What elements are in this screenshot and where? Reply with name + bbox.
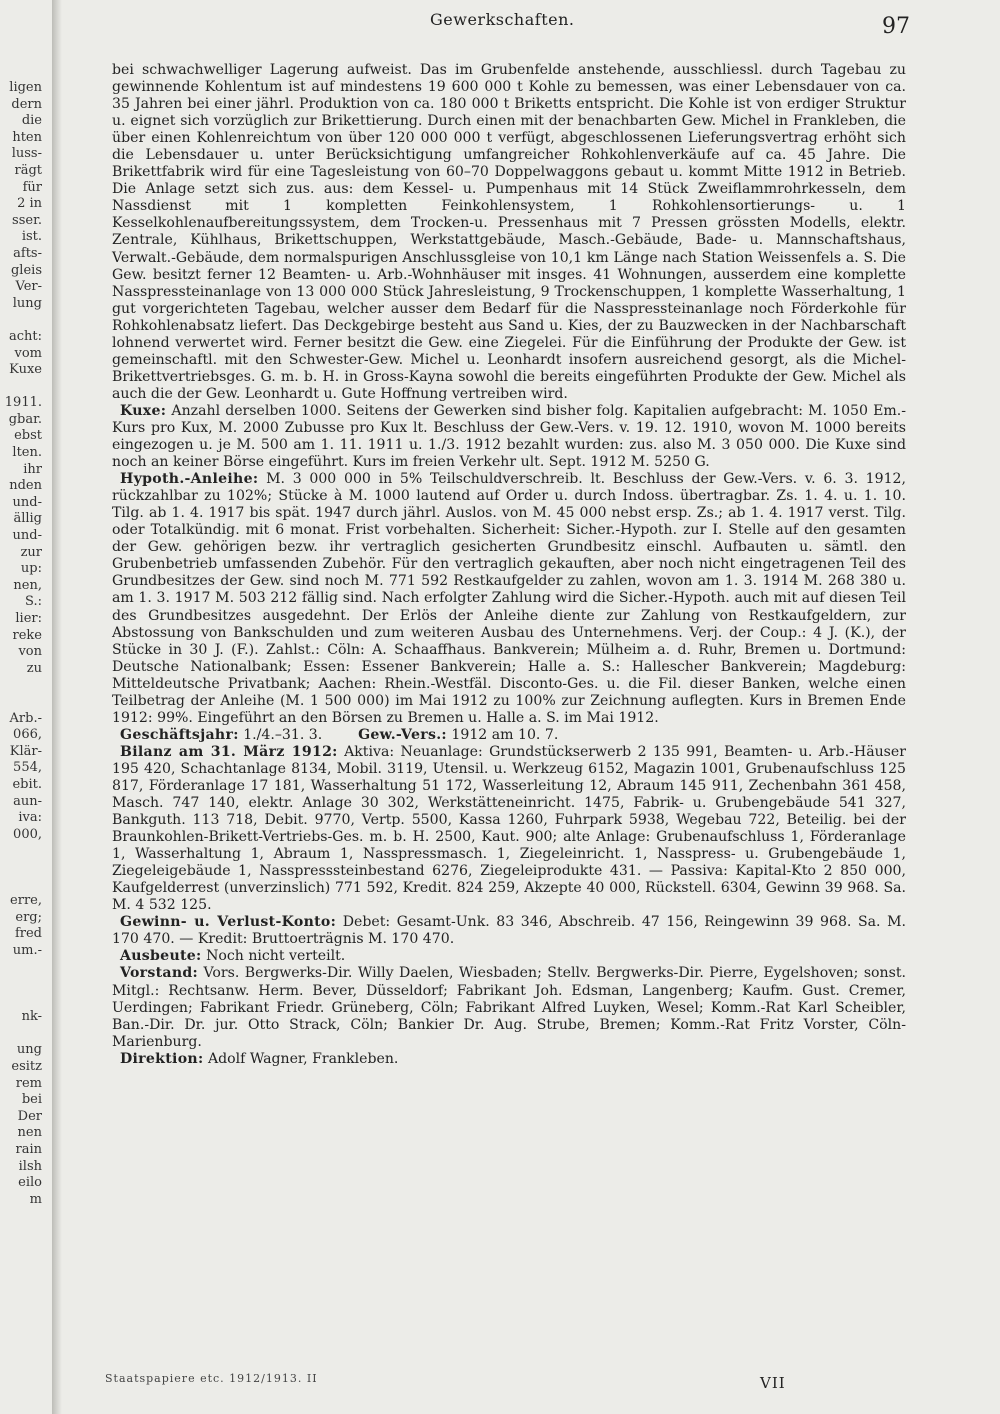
previous-page-fragment: 554,	[13, 760, 42, 776]
heading-vorstand: Vorstand:	[120, 965, 199, 982]
paragraph-hypothek: Hypoth.-Anleihe: M. 3 000 000 in 5% Teilschuldverschreib. lt. Beschluss der Gew.-Vers. v. 6. 3. 1912, rückzahlbar zu 102%; Stücke à M. 1000 lautend auf Order u. durch Indoss. übertragbar. Zs. 1. 4. u. 1. 10. Tilg. ab 1. 4. 1917 bis spät. 1947 durch jährl. Auslos. von M. 45 000 nebst ersp. Zs.; ab 1. 4. 1917 verst. Tilg. oder Totalkündig. mit 6 monat. Frist vorbehalten. Sicherheit: Sicher.-Hypoth. zur I. Stelle auf den gesamten der Gew. gehörigen bezw. ihr vertraglich gesicherten Grundbesitz einschl. Aufbauten u. sämtl. den Grubenbetrieb umfassenden Zubehör. Für den vertraglich gekauften, aber noch nicht eingetragenen Teil des Grundbesitzes der Gew. sind noch M. 771 592 Restkaufgelder zu zahlen, wovon am 1. 3. 1914 M. 268 380 u. am 1. 3. 1917 M. 503 212 fällig sind. Nach erfolgter Zahlung wird die Sicher.-Hypoth. auch mit auf diesen Teil des Grundbesitzes ausgedehnt. Der Erlös der Anleihe diente zur Zahlung von Restkaufgeldern, zur Abstossung von Bankschulden und zum weiteren Ausbau des Unternehmens. Verj. der Coup.: 4 J. (K.), der Stücke in 30 J. (F.). Zahlst.: Cöln: A. Schaaffhaus. Bankverein; Mülheim a. d. Ruhr, Bremen u. Dortmund: Deutsche Nationalbank; Essen: Essener Bankverein; Halle a. S.: Hallescher Bankverein; Magdeburg: Mitteldeutsche Privatbank; Aachen: Rhein.-Westfäl. Disconto-Ges. u. die Fil. dieser Banken, welche einen Teilbetrag der Anleihe (M. 1 500 000) im Mai 1912 zu 100% zur Zeichnung auflegten. Kurs in Bremen Ende 1912: 99%. Eingeführt an den Börsen zu Bremen u. Halle a. S. im Mai 1912.	[112, 471, 906, 726]
previous-page-fragment: sser.	[12, 212, 42, 228]
previous-page-fragment: Arb.-	[9, 710, 42, 726]
previous-page-fragment: bei	[21, 1092, 42, 1108]
previous-page-fragment: und-	[12, 528, 42, 544]
heading-ausbeute: Ausbeute:	[120, 948, 202, 965]
previous-page-fragment: gleis	[10, 262, 42, 278]
paragraph-gewinn-verlust: Gewinn- u. Verlust-Konto: Debet: Gesamt-Unk. 83 346, Abschreib. 47 156, Reingewinn 39 968. Sa. M. 170 470. — Kredit: Bruttoerträgnis M. 170 470.	[112, 914, 906, 948]
previous-page-fragment: um.-	[12, 942, 42, 958]
previous-page-fragment: acht:	[8, 328, 42, 344]
previous-page-fragment	[0, 843, 42, 860]
heading-gewinn-verlust: Gewinn- u. Verlust-Konto:	[120, 914, 337, 931]
previous-page-fragment: esitz	[11, 1059, 42, 1075]
previous-page-fragment: rem	[15, 1075, 42, 1091]
paragraph-geschaeftsjahr: Geschäftsjahr: 1./4.–31. 3. Gew.-Vers.: 1912 am 10. 7.	[120, 726, 559, 743]
heading-gew-vers: Gew.-Vers.:	[358, 726, 447, 743]
paragraph-intro: bei schwachwelliger Lagerung aufweist. Das im Grubenfelde anstehende, ausschliessl. durch Tagebau zu gewinnende Kohlentum ist auf mindestens 19 600 000 t Kohle zu bemessen, was einer Lebensdauer von ca. 35 Jahren bei einer jährl. Produktion von ca. 180 000 t Briketts entspricht. Die Kohle ist von erdiger Struktur u. eignet sich vorzüglich zur Brikettierung. Durch einen mit der benachbarten Gew. Michel in Frankleben, die über einen Kohlenreichtum von über 120 000 000 t verfügt, abgeschlossenen Lieferungsvertrag erhöht sich die Lebensdauer u. unter Berücksichtigung umfangreicher Rohkohlenverkäufe auf ca. 45 Jahre. Die Brikettfabrik wird für eine Tagesleistung von 60–70 Doppelwaggons gebaut u. kommt Mitte 1912 in Betrieb. Die Anlage setzt sich zus. aus: dem Kessel- u. Pumpenhaus mit 14 Stück Zweiflammrohrkesseln, dem Nassdienst mit 1 kompletten Feinkohlensystem, 1 Rohkohlensortierungs- u. 1 Kesselkohlenaufbereitungssystem, dem Trocken-u. Pressenhaus mit 7 Pressen grössten Modells, elektr. Zentrale, Kühlhaus, Brikettschuppen, Werkstattgebäude, Masch.-Gebäude, Bade- u. Mannschaftshaus, Verwalt.-Gebäude, dem normalspurigen Anschlussgleise von 10,1 km Länge nach Station Weissenfels a. S. Die Gew. besitzt ferner 12 Beamten- u. Arb.-Wohnhäuser mit insges. 41 Wohnungen, ausserdem eine komplette Nasspressteinanlage von 13 000 000 Stück Jahresleistung, 9 Trockenschuppen, 1 komplette Wasserhaltung, 1 gut vorgerichteten Tagebau, welcher ausser dem Bedarf für die Nasspressteinanlage noch Förderkohle für Rohkohlenabsatz liefert. Das Deckgebirge besteht aus Sand u. Kies, der zu Bauzwecken in der Nachbarschaft lohnend verwertet wird. Ferner besitzt die Gew. eine Ziegelei. Für die Einführung der Produkte der Gew. ist gemeinschaftl. mit den Schwester-Gew. Michel u. Leonhardt insofern ausreichend gesorgt, als die Michel-Brikettvertriebsges. G. m. b. H. in Gross-Kayna sowohl die bereits eingeführten Produkte der Gew. Michel als auch die der Gew. Leonhardt u. Gute Hoffnung vertreiben wird.	[112, 62, 906, 402]
previous-page-fragment: ligen	[9, 80, 42, 95]
previous-page-fragment: ebst	[14, 428, 42, 444]
previous-page-fragment: erre,	[10, 893, 42, 909]
previous-page-fragment	[0, 959, 42, 976]
previous-page-fragment: ebit.	[12, 776, 42, 792]
previous-page-fragment	[0, 1026, 42, 1043]
previous-page-fragment: up:	[20, 561, 42, 577]
article-body	[112, 62, 906, 1068]
paragraph-vorstand: Vorstand: Vors. Bergwerks-Dir. Willy Daelen, Wiesbaden; Stellv. Bergwerks-Dir. Pierre, Eygelshoven; sonst. Mitgl.: Rechtsanw. Herm. Bever, Düsseldorf; Fabrikant Joh. Edsman, Langenberg; Kaufm. Gust. Cremer, Uerdingen; Fabrikant Friedr. Grüneberg, Cöln; Fabrikant Alfred Luyken, Wesel; Komm.-Rat Karl Scheibler, Ban.-Dir. Dr. jur. Otto Strack, Cöln; Bankier Dr. Aug. Strube, Bremen; Komm.-Rat Fritz Vorster, Cöln-Marienburg.	[112, 965, 906, 1050]
previous-page-fragment: vom	[14, 345, 42, 361]
previous-page-fragment: rägt	[14, 162, 42, 178]
book-gutter	[52, 0, 62, 1414]
previous-page-fragment: luss-	[11, 146, 42, 162]
previous-page-fragment	[0, 877, 42, 894]
previous-page-fragment	[0, 993, 42, 1010]
previous-page-fragment	[0, 677, 42, 694]
previous-page-fragment: nden	[9, 478, 42, 494]
running-head: Gewerkschaften.	[430, 10, 575, 29]
previous-page-fragment: lier:	[15, 611, 42, 626]
heading-bilanz: Bilanz am 31. März 1912:	[120, 743, 338, 760]
previous-page-fragment: m	[29, 1191, 42, 1207]
previous-page-fragment: rain	[15, 1142, 42, 1157]
previous-page-fragment	[0, 312, 42, 329]
previous-page-fragment: nen,	[13, 577, 42, 593]
previous-page-fragment: ilsh	[18, 1158, 42, 1174]
previous-page-fragment: 2 in	[17, 196, 42, 212]
previous-page-fragment: und-	[12, 494, 42, 510]
previous-page-fragment: S.:	[25, 594, 42, 610]
previous-page-fragment: nk-	[21, 1009, 42, 1025]
previous-page-fragment: 000,	[13, 826, 42, 842]
previous-page-fragment: Der	[17, 1108, 42, 1124]
previous-page-fragment: afts-	[13, 245, 42, 261]
previous-page-fragment: Kuxe	[9, 362, 42, 378]
previous-page-fragment: 066,	[13, 727, 42, 743]
previous-page-fragment: die	[21, 113, 42, 129]
page-number: 97	[882, 14, 910, 39]
previous-page-fragment	[0, 379, 42, 396]
previous-page-fragment: dern	[11, 96, 42, 112]
footer-sheet-number: VII	[760, 1374, 786, 1392]
previous-page-fragment: ist.	[21, 229, 42, 245]
paragraph-bilanz: Bilanz am 31. März 1912: Aktiva: Neuanlage: Grundstückserwerb 2 135 991, Beamten- u. Arb.-Häuser 195 420, Schachtanlage 8134, Mobil. 3119, Utensil. u. Werkzeug 6152, Magazin 1001, Grubenaufschluss 125 817, Förderanlage 17 181, Wasserhaltung 51 172, Wasserleitung 12, Abraum 145 911, Zechenbahn 361 458, Masch. 747 140, elektr. Anlage 30 302, Werkstätteneinricht. 1475, Fabrik- u. Grubengebäude 541 327, Bankguth. 113 718, Debit. 9770, Vertp. 5500, Kassa 1260, Fuhrpark 5938, Wegebau 722, Beteilig. bei der Braunkohlen-Brikett-Vertriebs-Ges. m. b. H. 2500, Kaut. 900; alte Anlage: Grubenaufschluss 1, Förderanlage 1, Wasserhaltung 1, Abraum 1, Nasspressmasch. 1, Ziegeleinricht. 1, Nasspress- u. Grubengebäude 1, Ziegeleigebäude 1, Nasspresssteinbestand 6276, Ziegeleiprodukte 431. — Passiva: Kapital-Kto 2 850 000, Kaufgelderrest (unverzinslich) 771 592, Kredit. 824 259, Akzepte 40 000, Rückstell. 6304, Gewinn 39 968. Sa. M. 4 532 125.	[112, 743, 906, 914]
previous-page-fragment: lung	[12, 295, 42, 311]
previous-page-fragment: Ver-	[15, 279, 42, 295]
previous-page-fragment: gbar.	[8, 411, 42, 427]
previous-page-fragment: Klär-	[9, 743, 42, 759]
previous-page-fragment: fred	[14, 926, 42, 942]
previous-page-fragment: erg;	[15, 909, 42, 925]
paragraph-direktion: Direktion: Adolf Wagner, Frankleben.	[120, 1050, 399, 1067]
previous-page-fragments	[0, 80, 42, 1208]
previous-page-fragment: ihr	[23, 461, 42, 477]
previous-page-fragment: hten	[12, 129, 42, 145]
paragraph-ausbeute: Ausbeute: Noch nicht verteilt.	[120, 948, 346, 965]
footer-signature: Staatspapiere etc. 1912/1913. II	[105, 1372, 318, 1385]
previous-page-fragment: zur	[20, 544, 42, 560]
paragraph-kuxe: Kuxe: Anzahl derselben 1000. Seitens der Gewerken sind bisher folg. Kapitalien aufgebracht: M. 1050 Em.-Kurs pro Kux, M. 2000 Zubusse pro Kux lt. Beschluss der Gew.-Vers. v. 19. 12. 1910, wovon M. 1000 bereits eingezogen u. je M. 500 am 1. 11. 1911 u. 1./3. 1912 bezahlt wurden: zus. also M. 3 050 000. Die Kuxe sind noch an keiner Börse eingeführt. Kurs im freien Verkehr ult. Sept. 1912 M. 5250 G.	[112, 402, 906, 471]
previous-page-fragment: reke	[12, 627, 42, 643]
previous-page-fragment: von	[18, 644, 42, 660]
heading-direktion: Direktion:	[120, 1050, 204, 1067]
previous-page-fragment: nen	[17, 1125, 42, 1141]
previous-page-fragment: zu	[26, 660, 42, 676]
previous-page-fragment: aun-	[13, 793, 42, 809]
previous-page-fragment: ällig	[13, 511, 42, 527]
previous-page-fragment: iva:	[18, 810, 42, 826]
previous-page-fragment: für	[22, 179, 42, 195]
heading-geschaeftsjahr: Geschäftsjahr:	[120, 726, 239, 743]
heading-hypothek: Hypoth.-Anleihe:	[120, 471, 259, 488]
previous-page-fragment	[0, 694, 42, 711]
previous-page-fragment: 1911.	[4, 395, 42, 411]
previous-page-fragment: eilo	[18, 1175, 42, 1191]
previous-page-fragment	[0, 976, 42, 993]
previous-page-fragment	[0, 860, 42, 877]
previous-page-fragment: lten.	[12, 445, 42, 461]
heading-kuxe: Kuxe:	[120, 402, 167, 419]
previous-page-fragment: ung	[16, 1042, 42, 1058]
